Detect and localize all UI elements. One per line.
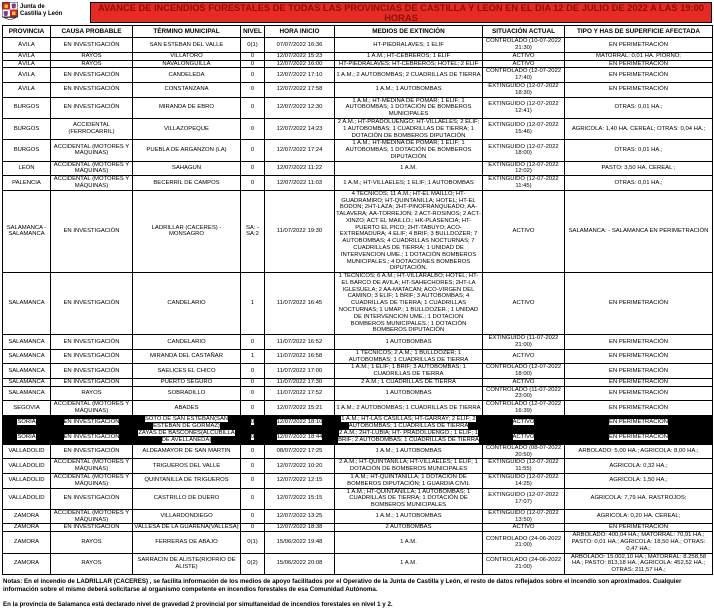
table-row (3, 430, 713, 445)
cell-provincia: VALLADOLID (3, 459, 51, 474)
cell-nivel: 0 (241, 97, 265, 118)
cell-hora: 12/07/2022 17:24 (265, 140, 335, 161)
cell-nivel: 0 (241, 335, 265, 350)
cell-tipo: AGRICOLA: 1,40 HA. CEREAL; OTRAS: 0,04 HA.; (565, 118, 713, 139)
cell-tipo: EN PERIMETRACIÓN (565, 524, 713, 532)
cell-provincia: ZAMORA (3, 532, 51, 553)
cell-nivel: 0 (241, 415, 265, 430)
cell-causa: EN INVESTIGACIÓN (51, 97, 133, 118)
cell-provincia: SALAMANCA - SALAMANCA (3, 190, 51, 272)
cell-nivel: 0 (241, 378, 265, 386)
table-row (3, 176, 713, 191)
cell-nivel: 0 (241, 459, 265, 474)
cell-situacion: ACTIVO (483, 273, 565, 335)
cell-medios: 2 A.M.; HT-QUINTANILLA; HT-VILLAELES; 1 ELIF; 1 DOTACIÓN DE BOMBEROS MUNICIPALES (335, 459, 483, 474)
column-header-situacion: SITUACIÓN ACTUAL (483, 26, 565, 38)
column-header-nivel: NIVEL (241, 26, 265, 38)
cell-causa: ACCIDENTAL (MOTORES Y MÁQUINAS) (51, 161, 133, 176)
column-header-provincia: PROVINCIA (3, 26, 51, 38)
cell-causa: RAYOS (51, 52, 133, 60)
table-row (3, 386, 713, 401)
cell-provincia: SALAMANCA (3, 378, 51, 386)
cell-hora: 12/07/2022 14:23 (265, 118, 335, 139)
cell-provincia: ÁVILA (3, 83, 51, 98)
cell-nivel: 1 (241, 349, 265, 364)
cell-provincia: BURGOS (3, 118, 51, 139)
cell-hora: 15/06/2022 19:48 (265, 532, 335, 553)
cell-termino: VALLESA DE LA GUAREÑA(VALLESA) (134, 524, 239, 531)
table-row (3, 459, 713, 474)
cell-tipo: EN PERIMETRACIÓN (565, 401, 713, 416)
cell-medios: HT-PIEDRALAVES; HT-CEBREROS; HOTEL; 2 ELIF (335, 60, 483, 68)
table-row (3, 97, 713, 118)
cell-medios: 1 A.M.; 1 AUTOBOMBAS (335, 444, 483, 459)
cell-medios: 4 TÉCNICOS; 11 A.M.; HT-EL MAILLO; HT-GUADRAMIRO; HT-QUINTANILLA; HOTEL; HT-EL BODON; 2HT-LAZA; 2HT-PINOFRANQUEADO; AA-TALAVERA; AA-TORREJON; 2 ACT-ROSINOS; 2 ACT-XINZO; ACT EL MAILLO.; HK-PLASENCIA; HT-PUERTO EL PICO; 2HT-TABUYO; ACO-EXTREMADURA; 4 ELIF; 4 BRIF; 3 BULLDOZER; 7 AUTOBOMBAS; 4 CUADRILLAS NOCTURNAS; 7 CUADRILLAS DE TIERRA; 1 UNIDAD DE INTERVENCION UME.; 1 DOTACIÓN BOMBEROS MUNICIPALES.; 4 DOTACIONES BOMBEROS DIPUTACIÓN. (336, 190, 481, 272)
cell-causa: RAYOS (51, 386, 133, 401)
cell-tipo: ARBOLADO: 15.002,10 HA.; MATORRAL: 8.258,58 HA.; PASTO: 813,18 HA.; AGRICOLA: 452,52 HA.; OTRAS: 211,57 HA.; (565, 553, 713, 574)
cell-termino: CONSTANZANA (133, 83, 241, 98)
cell-tipo: AGRICOLA: 0,32 HA.; (565, 459, 713, 474)
cell-hora: 12/07/2022 18:10 (265, 415, 335, 430)
cell-causa: ACCIDENTAL (MOTORES Y MÁQUINAS) (51, 401, 133, 416)
cell-situacion: ACTIVO (483, 60, 565, 68)
cell-hora: 12/07/2022 12:30 (265, 97, 335, 118)
table-row (3, 190, 713, 272)
cell-nivel: 0 (241, 52, 265, 60)
cell-situacion: EXTINGUIDO (12-07-2022 11:45) (483, 176, 565, 191)
cell-nivel: 0 (241, 386, 265, 401)
cell-causa: EN INVESTIGACIÓN (51, 378, 133, 386)
cell-provincia: VALLADOLID (3, 444, 51, 459)
cell-causa: EN INVESTIGACIÓN (51, 415, 133, 430)
cell-causa: ACCIDENTAL (FERROCARRIL) (51, 118, 133, 139)
table-row (3, 364, 713, 379)
cell-tipo: EN PERIMETRACIÓN (565, 335, 713, 350)
cell-causa: EN INVESTIGACIÓN (51, 273, 133, 335)
table-row (3, 553, 713, 574)
junta-castilla-leon-logo (2, 2, 90, 20)
table-row (3, 349, 713, 364)
cell-provincia: ÁVILA (3, 68, 51, 83)
cell-causa: ACCIDENTAL (MOTORES Y MÁQUINAS) (51, 176, 133, 191)
table-row (3, 161, 713, 176)
table-row (3, 68, 713, 83)
cell-provincia: SORIA (3, 430, 51, 445)
cell-situacion: EXTINGUIDO (12-07-2022 12:02) (483, 161, 565, 176)
cell-termino: MIRANDA DE EBRO (133, 97, 241, 118)
cell-situacion: EXTINGUIDO (12-07-2022 18:30) (483, 83, 565, 98)
cell-medios: 2 AUTOBOMBAS (335, 524, 483, 532)
table-row (3, 401, 713, 416)
logo-line1: Junta de (20, 4, 45, 11)
cell-situacion: ACTIVO (483, 190, 565, 272)
cell-tipo: SALAMANCA: - SALAMANCA EN PERIMETRACIÓN (565, 190, 713, 272)
cell-nivel: 0(1) (241, 38, 265, 53)
column-header-causa: CAUSA PROBABLE (51, 26, 133, 38)
cell-medios: 1 A.M.; HT-CEBREROS; 1 ELIF (335, 52, 483, 60)
fires-table (2, 25, 713, 575)
cell-causa: RAYOS (51, 532, 133, 553)
cell-tipo: AGRICOLA: 7,79 HA. RASTROJOS; (565, 488, 713, 509)
cell-causa: EN INVESTIGACIÓN (51, 83, 133, 98)
cell-nivel: 0 (241, 474, 265, 489)
cell-nivel: 0(1) (241, 532, 265, 553)
cell-provincia: ÁVILA (3, 52, 51, 60)
cell-tipo: EN PERIMETRACIÓN (565, 273, 713, 335)
table-row (3, 378, 713, 386)
cell-provincia: ÁVILA (3, 38, 51, 53)
cell-medios: 1 A.M.; HT-LAS CASILLAS; HT-GARRAY; 2 ELIF; 2 AUTOBOMBAS; 1 CUADRILLAS DE TIERRA (335, 415, 483, 430)
cell-hora: 12/07/2022 10:20 (265, 459, 335, 474)
cell-nivel: 0 (241, 60, 265, 68)
cell-medios: 1 AUTOBOMBAS (335, 386, 483, 401)
cell-termino: QUINTANILLA DE TRIGUEROS (133, 474, 241, 489)
cell-nivel: 0 (241, 83, 265, 98)
cell-nivel: 0(2) (241, 553, 265, 574)
cell-tipo: EN PERIMETRACIÓN (565, 38, 713, 53)
table-row (3, 488, 713, 509)
table-row (3, 140, 713, 161)
cell-causa: RAYOS (51, 553, 133, 574)
cell-nivel: 0 (241, 444, 265, 459)
cell-situacion: ACTIVO (483, 52, 565, 60)
cell-tipo: EN PERIMETRACIÓN (565, 430, 713, 445)
cell-tipo: OTRAS: 0,01 HA.; (565, 176, 713, 191)
table-row (3, 38, 713, 53)
cell-medios: 1 A.M. (335, 532, 483, 553)
cell-provincia: SALAMANCA (3, 273, 51, 335)
cell-situacion: EXTINGUIDO (12-07-2022 18:00) (483, 140, 565, 161)
table-row (3, 83, 713, 98)
cell-nivel: 0 (241, 524, 265, 532)
cell-causa: EN INVESTIGACIÓN (51, 335, 133, 350)
cell-provincia: SALAMANCA (3, 364, 51, 379)
cell-termino: SOTO DE SAN ESTEBAN(SAN ESTEBAN DE GORMAZ) (133, 415, 241, 430)
cell-termino: ABADES (133, 401, 241, 416)
cell-causa: EN INVESTIGACIÓN (51, 488, 133, 509)
cell-hora: 11/07/2022 16:45 (265, 273, 335, 335)
cell-hora: 12/07/2022 15:15 (265, 488, 335, 509)
cell-tipo: ARBOLADO: 400,04 HA.; MATORRAL: 70,91 HA.; PASTO: 0,01 HA.; AGRICOLA: 18,50 HA.; OTRAS: 0,47 HA.; (565, 532, 713, 553)
cell-hora: 11/07/2022 17:52 (265, 386, 335, 401)
cell-hora: 12/07/2022 15:23 (265, 52, 335, 60)
cell-tipo: EN PERIMETRACIÓN (565, 60, 713, 68)
cell-termino: VILLARDONDIEGO (133, 509, 241, 524)
cell-nivel: SA: - SA:2 (241, 190, 265, 272)
cell-provincia: SORIA (3, 415, 51, 430)
cell-tipo: EN PERIMETRACIÓN (565, 386, 713, 401)
table-row (3, 60, 713, 68)
cell-termino: CANDELARIO (133, 273, 241, 335)
cell-termino: SOBRADILLO (133, 386, 241, 401)
cell-causa: EN INVESTIGACIÓN (51, 38, 133, 53)
table-row (3, 474, 713, 489)
cell-termino: SARRACIN DE ALISTE(RIOFRIO DE ALISTE) (133, 553, 241, 574)
cell-medios: 1 A.M. (335, 161, 483, 176)
cell-medios: 1 A.M.; 1 ELIF; 1 BRIF; 3 AUTOBOMBAS; 1 CUADRILLAS DE TIERRA (335, 364, 483, 379)
cell-causa: EN INVESTIGACIÓN (51, 430, 133, 445)
cell-situacion: CONTROLADO (24-06-2022 21:00) (483, 532, 565, 553)
cell-situacion: EXTINGUIDO (12-07-2022 15:46) (483, 118, 565, 139)
cell-causa: EN INVESTIGACIÓN (51, 364, 133, 379)
cell-hora: 11/07/2022 17:00 (265, 364, 335, 379)
cell-situacion: EXTINGUIDO (12-07-2022 14:25) (483, 474, 565, 489)
note-1: Notas: En el incendio de LADRILLAR (CACERES) , se facilita información de los medios de apoyo facilitados por el Operativo de la Junta de Castilla y León, el resto de datos reflejados sobre el incendio son aproximados. Cualquier información sobre el mismo deberá solicitarse al organismo competente en incendios forestales de esa Comunidad Autónoma. (3, 577, 682, 594)
table-row (3, 415, 713, 430)
cell-hora: 11/07/2022 19:30 (265, 190, 335, 272)
cell-tipo: EN PERIMETRACIÓN (565, 68, 713, 83)
table-row (3, 444, 713, 459)
cell-hora: 08/07/2022 17:25 (265, 444, 335, 459)
cell-medios: 1 A.M.; 1 AUTOBOMBAS (335, 509, 483, 524)
junta-shield-icon (2, 2, 18, 20)
cell-medios: 1 A.M. (335, 553, 483, 574)
cell-medios: 1 A.M.; HT-QUINTANILLA; 1 AUTOBOMBAS; 1 CUADRILLAS DE TIERRA; 1 DOTACIÓN DE BOMBEROS MUNICIPALES (335, 488, 483, 509)
cell-medios: 2 A.M.; HT-PRADOLUENGO; HT-VILLAELES; 2 ELIF; 1 AUTOBOMBAS; 1 CUADRILLAS DE TIERRA; 1 DOTACIÓN DE BOMBEROS DIPUTACIÓN (335, 118, 483, 139)
cell-situacion: CONTROLADO (08-07-2022 20:50) (483, 444, 565, 459)
cell-provincia: SALAMANCA (3, 335, 51, 350)
cell-situacion: EXTINGUIDO (12-07-2022 13:50) (483, 509, 565, 524)
cell-termino: LADRILLAR (CACERES) - MONSAGRO (133, 190, 241, 272)
cell-hora: 12/07/2022 13:25 (265, 509, 335, 524)
cell-medios: 1 A.M.; HT-VILLAELES; 1 ELIF; 1 AUTOBOMBAS (335, 176, 483, 191)
cell-causa: RAYOS (51, 60, 133, 68)
cell-termino: VILLATORO (133, 52, 241, 60)
page-header (0, 0, 714, 24)
cell-hora: 12/07/2022 18:44 (265, 430, 335, 445)
cell-tipo: EN PERIMETRACIÓN (565, 378, 713, 386)
cell-tipo: EN PERIMETRACIÓN (565, 83, 713, 98)
cell-situacion: CONTROLADO (12-07-2022 16:39) (483, 401, 565, 416)
cell-nivel: 0 (241, 364, 265, 379)
cell-termino: CASTRILLO DE DUERO (133, 488, 241, 509)
column-header-medios: MEDIOS DE EXTINCIÓN (335, 26, 483, 38)
cell-medios: HT-PIEDRALAVES; 1 ELIF (335, 38, 483, 53)
cell-nivel: 0 (241, 488, 265, 509)
cell-provincia: SEGOVIA (3, 401, 51, 416)
cell-hora: 12/07/2022 17:58 (265, 83, 335, 98)
cell-provincia: ZAMORA (3, 553, 51, 574)
cell-termino: CANDELEDA (133, 68, 241, 83)
cell-hora: 07/07/2022 16:36 (265, 38, 335, 53)
cell-tipo: AGRICOLA: 0,20 HA. CEREAL; (565, 509, 713, 524)
cell-tipo: EN PERIMETRACIÓN (565, 364, 713, 379)
column-header-hora: HORA INICIO (265, 26, 335, 38)
logo-text (20, 4, 62, 17)
cell-nivel: 0 (241, 140, 265, 161)
logo-line2: Castilla y León (20, 11, 63, 17)
cell-nivel: 0 (241, 118, 265, 139)
cell-provincia: ZAMORA (3, 509, 51, 524)
cell-situacion: ACTIVO (483, 349, 565, 364)
cell-hora: 12/07/2022 15:21 (265, 401, 335, 416)
table-row (3, 524, 713, 532)
cell-causa: ACCIDENTAL (MOTORES Y MÁQUINAS) (51, 509, 133, 524)
cell-situacion: ACTIVO (483, 524, 565, 532)
cell-medios: 1 TÉCNICOS; 2 A.M.; 1 BULLDOZER; 1 AUTOBOMBAS; 1 CUADRILLAS DE TIERRA (335, 349, 483, 364)
cell-situacion: EXTINGUIDO (12-07-2022 12:41) (483, 97, 565, 118)
cell-provincia: ÁVILA (3, 60, 51, 68)
cell-causa: EN INVESTIGACIÓN (51, 444, 133, 459)
cell-tipo: ARBOLADO: 5,00 HA.; AGRICOLA: 8,00 HA.; (565, 444, 713, 459)
cell-hora: 11/07/2022 17:30 (265, 378, 335, 386)
cell-hora: 15/06/2022 20:08 (265, 553, 335, 574)
cell-causa: EN INVESTIGACIÓN (51, 524, 133, 532)
cell-termino: NAVALONGUILLA (133, 60, 241, 68)
cell-nivel: 1 (241, 273, 265, 335)
cell-tipo: OTRAS: 0,01 HA.; (565, 97, 713, 118)
cell-hora: 12/07/2022 16:00 (265, 60, 335, 68)
cell-causa: ACCIDENTAL (MOTORES Y MÁQUINAS) (51, 140, 133, 161)
cell-provincia: SALAMANCA (3, 349, 51, 364)
cell-medios: 2 A.M.; 1 CUADRILLAS DE TIERRA (335, 378, 483, 386)
cell-medios: 1 A.M.; HT-MEDINA DE POMAR; 1 ELIF; 1 AUTOBOMBAS; 1 DOTACIÓN DE BOMBEROS MUNICIPALES (335, 97, 483, 118)
column-header-termino: TÉRMINO MUNICIPAL (133, 26, 241, 38)
cell-termino: PUEBLA DE ARGANZON (LA) (133, 140, 241, 161)
cell-termino: PUERTO SEGURO (133, 378, 241, 386)
cell-provincia: ZAMORA (3, 524, 51, 532)
cell-tipo: OTRAS: 0,01 HA.; (565, 140, 713, 161)
cell-hora: 12/07/2022 12:15 (265, 474, 335, 489)
cell-termino: SAHAGUN (133, 161, 241, 176)
cell-medios: 1 A.M.; 1 AUTOBOMBAS (335, 83, 483, 98)
cell-medios: 1 TÉCNICOS; 6 A.M.; HT-VILLARALBO; HOTEL; HT-EL BARCO DE AVILA; HT-SAHECHORES; 2HT-LA IGLESUELA; 2 AA-MATACAN; ACO-VIRGEN DEL CAMINO; 3 ELIF; 1 BRIF; 3 AUTOBOMBAS; 4 CUADRILLAS DE TIERRA; 1 CUADRILLAS NOCTURNAS; 1 UMAP.; 1 BULLDOZER.; 1 UNIDAD DE INTERVENCION UME.; 1 DOTACION BOMBEROS MUNICIPALES.; 1 DOTACIÓN BOMBEROS DIPUTACIÓN (335, 273, 483, 335)
table-row (3, 118, 713, 139)
cell-medios: 1 A.M.; HT-MEDINA DE POMAR; 1 ELIF; 1 AUTOBOMBAS; 1 DOTACIÓN DE BOMBEROS DIPUTACIÓN (335, 140, 483, 161)
cell-situacion: CONTROLADO (24-06-2022 21:00) (483, 553, 565, 574)
cell-provincia: BURGOS (3, 140, 51, 161)
table-row (3, 335, 713, 350)
cell-medios: 1 A.M.; HT-QUINTANILLA; 1 DOTACIÓN DE BOMBEROS DIPUTACIÓN; 1 GUARDIA CIVIL (335, 474, 483, 489)
report-title: AVANCE DE INCENDIOS FORESTALES DE TODAS LAS PROVINCIAS DE CASTILLA Y LEÓN EN EL DIA 12 DE JULIO DE 2022 A LAS 19:00 HORAS (90, 2, 712, 23)
cell-hora: 11/07/2022 16:58 (265, 349, 335, 364)
cell-causa: ACCIDENTAL (MOTORES Y MÁQUINAS) (51, 459, 133, 474)
cell-tipo: AGRICOLA: 1,50 HA.; (565, 474, 713, 489)
cell-situacion: ACTIVO (483, 378, 565, 386)
cell-hora: 12/07/2022 17:10 (265, 68, 335, 83)
cell-termino: SAELICES EL CHICO (133, 364, 241, 379)
table-header-row (3, 26, 713, 38)
table-row (3, 273, 713, 335)
cell-provincia: VALLADOLID (3, 474, 51, 489)
cell-provincia: VALLADOLID (3, 488, 51, 509)
cell-medios: 1 AUTOBOMBAS (335, 335, 483, 350)
cell-situacion: EXTINGUIDO (11-07-2022 21:00) (483, 335, 565, 350)
cell-causa: EN INVESTIGACIÓN (51, 349, 133, 364)
cell-causa: EN INVESTIGACIÓN (51, 190, 133, 272)
cell-medios: 2 A.M.; 2HT-LUBIA; HT- PRADOLUENGO.; 1 ELIF; 1 BRIF; 2 AUTOBOMBAS; 1 CUADRILLAS DE TIERRA (335, 430, 483, 445)
cell-tipo: MATORRAL: 0,01 HA. PIORNO; (565, 52, 713, 60)
cell-medios: 1 A.M.; 2 AUTOBOMBAS; 2 CUADRILLAS DE TIERRA (335, 68, 483, 83)
table-row (3, 509, 713, 524)
cell-termino: MIRANDA DEL CASTAÑAR (133, 349, 241, 364)
cell-causa: EN INVESTIGACIÓN (51, 68, 133, 83)
cell-causa: ACCIDENTAL (MOTORES Y MÁQUINAS) (51, 474, 133, 489)
cell-nivel: 0 (241, 161, 265, 176)
table-row (3, 532, 713, 553)
cell-situacion: CONTROLADO (10-07-2022 21:30) (483, 38, 565, 53)
cell-nivel: 0 (241, 430, 265, 445)
cell-hora: 11/07/2022 16:52 (265, 335, 335, 350)
note-2: En la provincia de Salamanca está declarado nivel de gravedad 2 provincial por simultaneidad de incendios forestales en nivel 1 y 2. (3, 600, 393, 608)
cell-provincia: BURGOS (3, 97, 51, 118)
cell-nivel: 0 (241, 176, 265, 191)
cell-nivel: 0 (241, 509, 265, 524)
cell-situacion: ACTIVO (483, 415, 565, 430)
fire-table-body (3, 38, 713, 575)
cell-termino: TRIGUEROS DEL VALLE (133, 459, 241, 474)
cell-hora: 12/07/2022 11:03 (265, 176, 335, 191)
cell-termino: ALDEAMAYOR DE SAN MARTIN (133, 444, 241, 459)
cell-situacion: EXTINGUIDO (12-07-2022 17:07) (483, 488, 565, 509)
cell-termino: ZAYAS DE BASCONES(ALCUBILLA DE AVELLANEDA) (133, 430, 241, 445)
cell-situacion: EXTINGUIDO (12-07-2022 11:55) (483, 459, 565, 474)
cell-situacion: CONTROLADO (11-07-2022 23:00) (483, 386, 565, 401)
cell-provincia: PALENCIA (3, 176, 51, 191)
footer-notes (3, 578, 711, 609)
table-row (3, 52, 713, 60)
cell-medios: 1 A.M.; 2 AUTOBOMBAS; 1 CUADRILLAS DE TIERRA (335, 401, 483, 416)
cell-termino: CANDELARIO (133, 335, 241, 350)
cell-tipo: PASTO: 3,50 HA. CEREAL ; (565, 161, 713, 176)
cell-hora: 12/07/2022 11:22 (265, 161, 335, 176)
column-header-tipo: TIPO Y HAS DE SUPERFICIE AFECTADA (565, 26, 713, 38)
cell-nivel: 0 (241, 68, 265, 83)
cell-tipo: EN PERIMETRACIÓN (565, 415, 713, 430)
cell-provincia: LEÓN (3, 161, 51, 176)
cell-termino: FERRERAS DE ABAJO (133, 532, 241, 553)
cell-situacion: CONTROLADO (12-07-2022 17:40) (483, 68, 565, 83)
cell-situacion: ACTIVO (483, 430, 565, 445)
cell-situacion: CONTROLADO (12-07-2022 18:00) (483, 364, 565, 379)
cell-termino: BECERRIL DE CAMPOS (133, 176, 241, 191)
cell-termino: VILLAZOPEQUE (133, 118, 241, 139)
cell-hora: 12/07/2022 18:38 (265, 524, 335, 532)
cell-provincia: SALAMANCA (3, 386, 51, 401)
cell-termino: SAN ESTEBAN DEL VALLE (133, 38, 241, 53)
cell-nivel: 0 (241, 401, 265, 416)
cell-tipo: EN PERIMETRACIÓN (565, 349, 713, 364)
